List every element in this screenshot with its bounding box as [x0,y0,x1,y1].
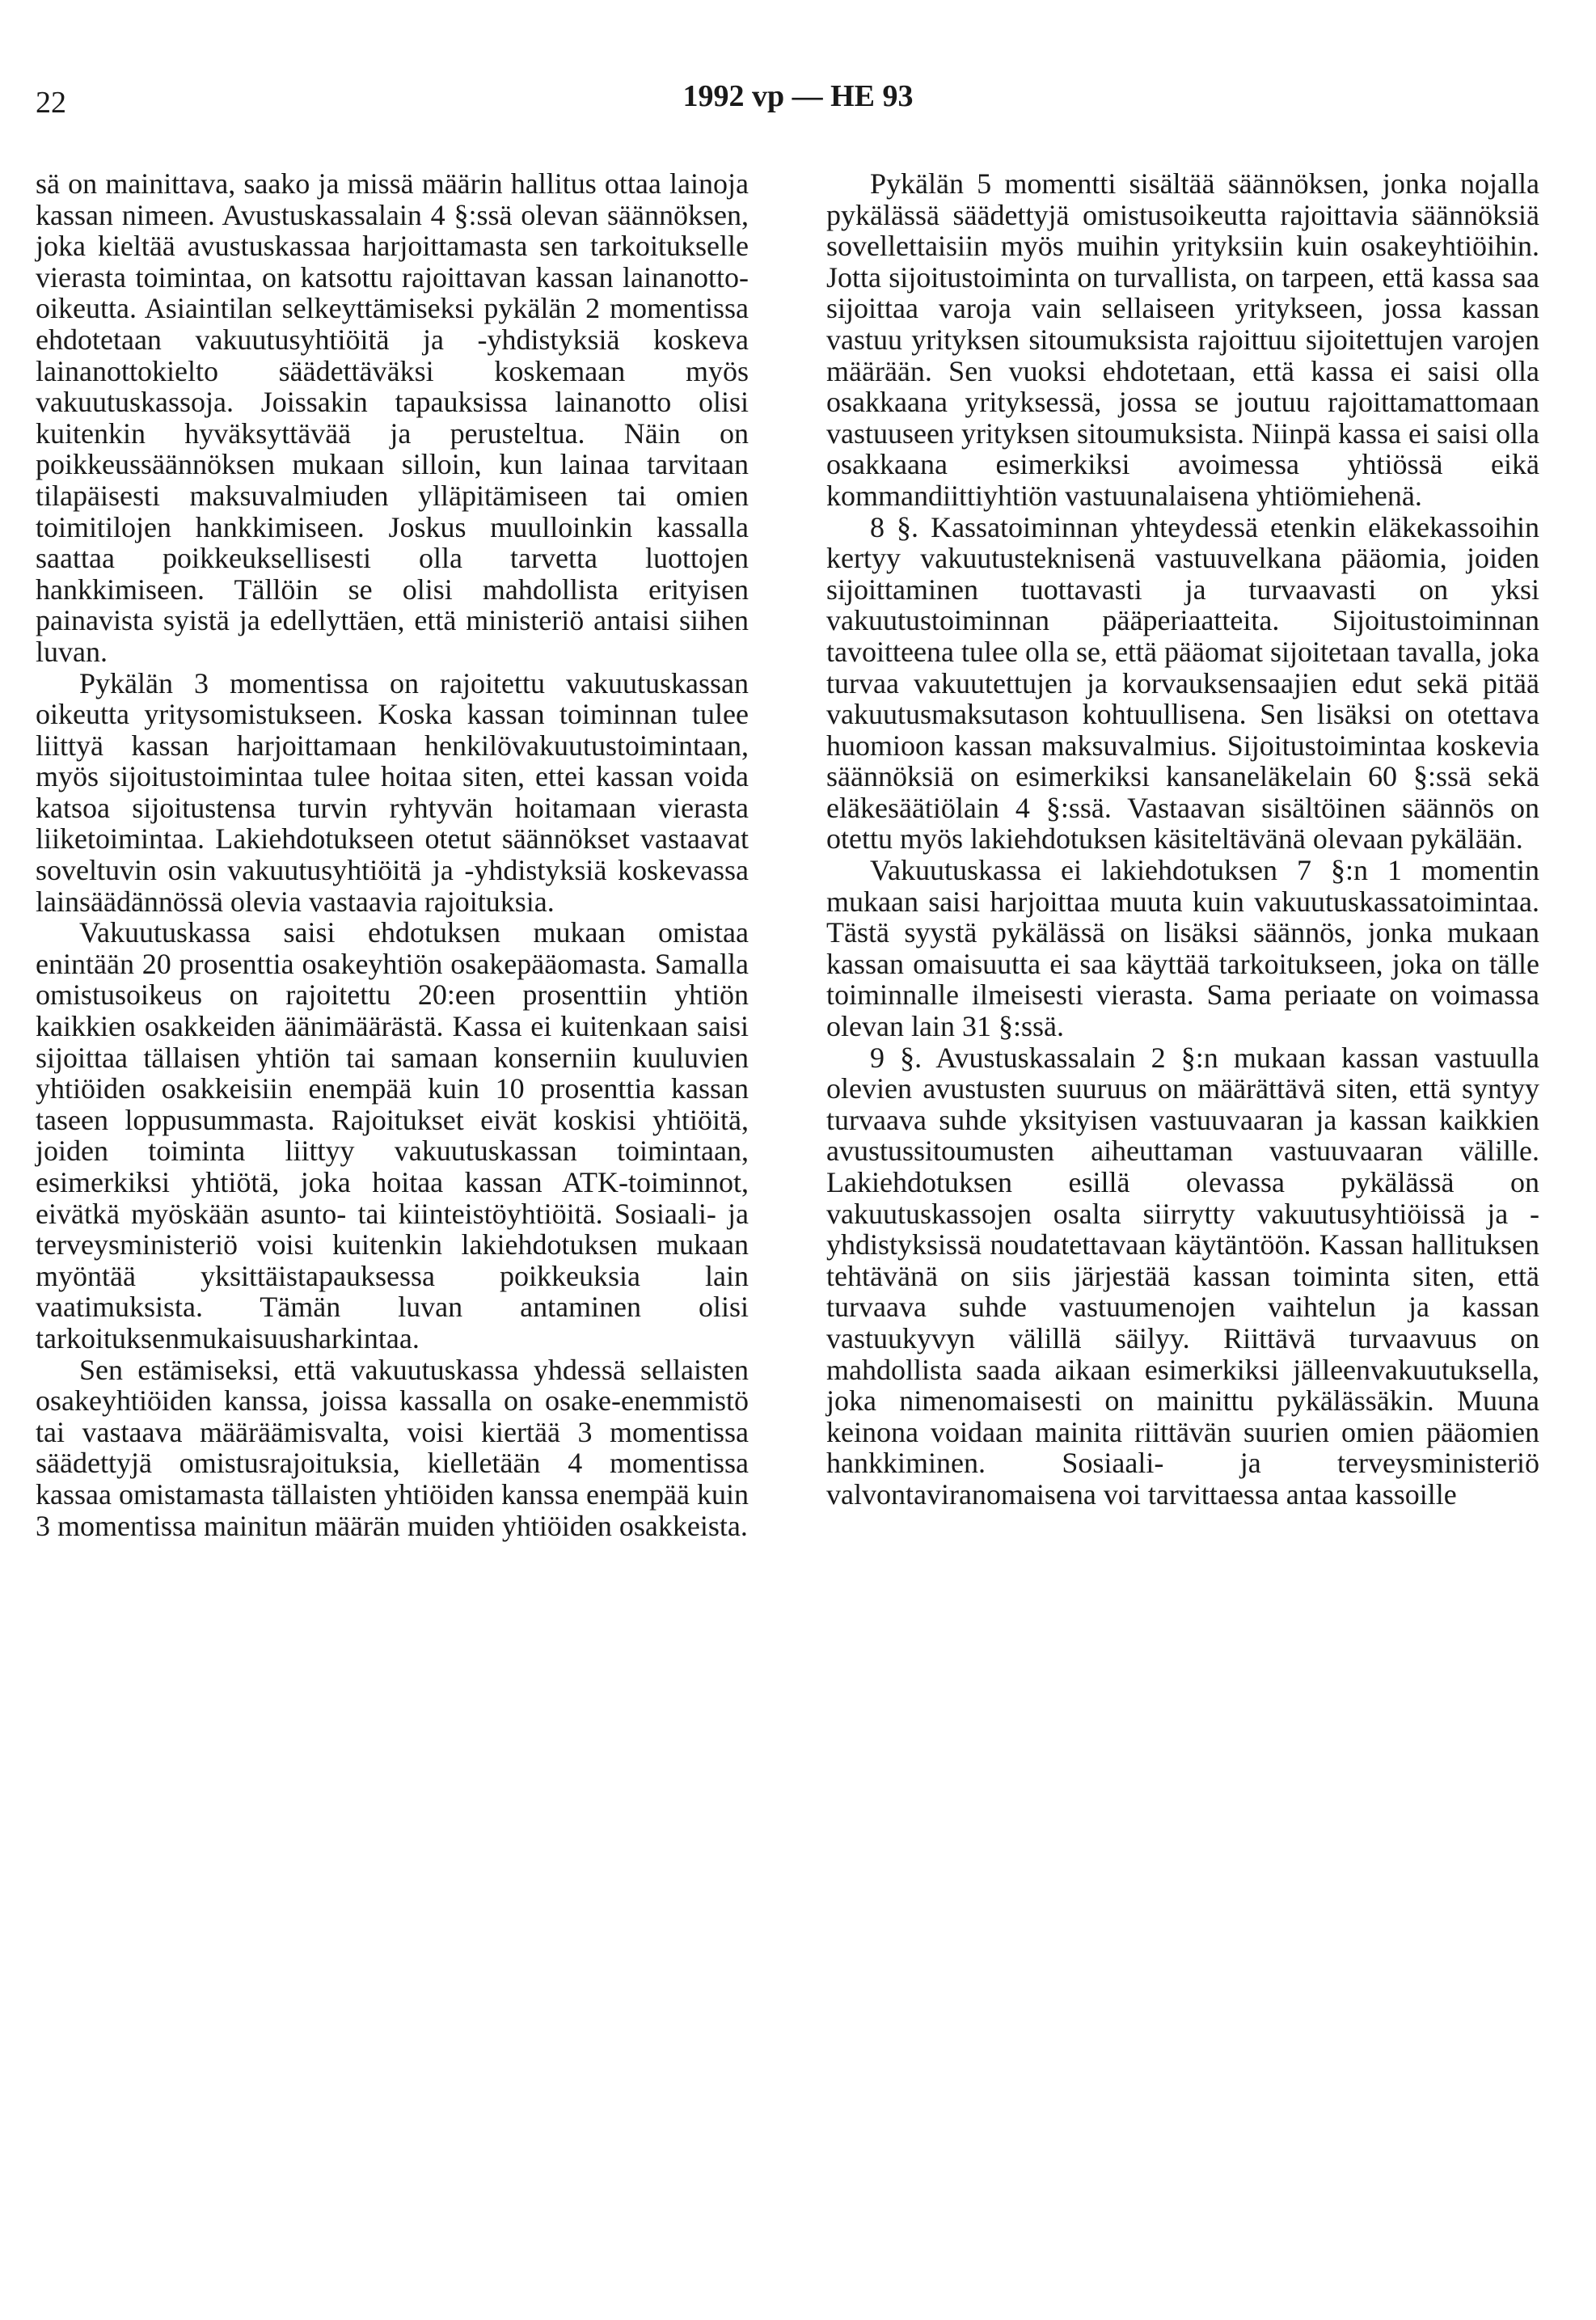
paragraph: 8 §. Kassatoiminnan yhteydessä etenkin eläkekassoihin kertyy vakuutusteknisenä vastuuvelkana pääomia, joiden sijoittaminen tuottavasti ja turvaavasti on yksi vakuutustoiminnan pääperiaatteita. Sijoitustoiminnan tavoitteena tulee olla se, että pääomat sijoitetaan tavalla, joka turvaa vakuutettujen ja korvauksensaajien edut sekä pitää vakuutusmaksutason kohtuullisena. Sen lisäksi on otettava huomioon kassan maksuvalmius. Sijoitustoimintaa koskevia säännöksiä on esimerkiksi kansaneläkelain 60 §:ssä sekä eläkesäätiölain 4 §:ssä. Vastaavan sisältöinen säännös on otettu myös lakiehdotuksen käsiteltävänä olevaan pykälään. [826,510,1539,856]
paragraph: Pykälän 5 momentti sisältää säännöksen, jonka nojalla pykälässä säädettyjä omistusoikeutta rajoittavia säännöksiä sovellettaisiin myös muihin yrityksiin kuin osakeyhtiöihin. Jotta sijoitustoiminta on turvallista, on tarpeen, että kassa saa sijoittaa varoja vain sellaiseen yritykseen, jossa kassan vastuu yrityksen sitoumuksista rajoittuu sijoitettujen varojen määrään. Sen vuoksi ehdotetaan, että kassa ei saisi olla osakkaana yrityksessä, jossa se joutuu rajoittamattomaan vastuuseen yrityksen sitoumuksista. Niinpä kassa ei saisi olla osakkaana esimerkiksi avoimessa yhtiössä eikä kommandiittiyhtiön vastuunalaisena yhtiömiehenä. [826,167,1539,512]
paragraph: sä on mainittava, saako ja missä määrin hallitus ottaa lainoja kassan nimeen. Avustuskassalain 4 §:ssä olevan säännöksen, joka kieltää avustuskassaa harjoittamasta sen tarkoitukselle vierasta toimintaa, on katsottu rajoittavan kassan lainanotto-oikeutta. Asiaintilan selkeyttämiseksi pykälän 2 momentissa ehdotetaan vakuutusyhtiöitä ja -yhdistyksiä koskeva lainanottokielto säädettäväksi koskemaan myös vakuutuskassoja. Joissakin tapauksissa lainanotto olisi kuitenkin hyväksyttävää ja perusteltua. Näin on poikkeussäännöksen mukaan silloin, kun lainaa tarvitaan tilapäisesti maksuvalmiuden ylläpitämiseen tai omien toimitilojen hankkimiseen. Joskus muulloinkin kassalla saattaa poikkeuksellisesti olla tarvetta luottojen hankkimiseen. Tällöin se olisi mahdollista erityisen painavista syistä ja edellyttäen, että ministeriö antaisi siihen luvan. [36,167,749,668]
right-column [826,168,1539,1511]
paragraph: 9 §. Avustuskassalain 2 §:n mukaan kassan vastuulla olevien avustusten suuruus on määrättävä siten, että syntyy turvaava suhde yksityisen vastuuvaaran ja kassan kaikkien avustussitoumusten aiheuttaman vastuuvaaran välille. Lakiehdotuksen esillä olevassa pykälässä on vakuutuskassojen osalta siirrytty vakuutusyhtiöissä ja -yhdistyksissä noudatettavaan käytäntöön. Kassan hallituksen tehtävänä on siis järjestää kassan toiminta siten, että turvaava suhde vastuumenojen vaihtelun ja kassan vastuukyvyn välillä säilyy. Riittävä turvaavuus on mahdollista saada aikaan esimerkiksi jälleenvakuutuksella, joka nimenomaisesti on mainittu pykälässäkin. Muuna keinona voidaan mainita riittävän suurien omien pääomien hankkiminen. Sosiaali- ja terveysministeriö valvontaviranomaisena voi tarvittaessa antaa kassoille [826,1041,1539,1511]
running-head: 1992 vp — HE 93 [682,79,914,113]
left-column [36,168,749,1541]
paragraph: Pykälän 3 momentissa on rajoitettu vakuutuskassan oikeutta yritysomistukseen. Koska kassan toiminnan tulee liittyä kassan harjoittamaan henkilövakuutustoimintaan, myös sijoitustoimintaa tulee hoitaa siten, ettei kassan voida katsoa sijoitustensa turvin ryhtyvän hoitamaan vierasta liiketoimintaa. Lakiehdotukseen otetut säännökset vastaavat soveltuvin osin vakuutusyhtiöitä ja -yhdistyksiä koskevassa lainsäädännössä olevia vastaavia rajoituksia. [36,666,749,918]
paragraph: Sen estämiseksi, että vakuutuskassa yhdessä sellaisten osakeyhtiöiden kanssa, joissa kassalla on osake-enemmistö tai vastaava määräämisvalta, voisi kiertää 3 momentissa säädettyjä omistusrajoituksia, kielletään 4 momentissa kassaa omistamasta tällaisten yhtiöiden kanssa enempää kuin 3 momentissa mainitun määrän muiden yhtiöiden osakkeista. [36,1353,749,1542]
page-number: 22 [36,86,66,120]
paragraph: Vakuutuskassa ei lakiehdotuksen 7 §:n 1 momentin mukaan saisi harjoittaa muuta kuin vakuutuskassatoimintaa. Tästä syystä pykälässä on lisäksi säännös, jonka mukaan kassan omaisuutta ei saa käyttää tarkoitukseen, joka on tälle toiminnalle ilmeisesti vierasta. Sama periaate on voimassa olevan lain 31 §:ssä. [826,854,1539,1043]
paragraph: Vakuutuskassa saisi ehdotuksen mukaan omistaa enintään 20 prosenttia osakeyhtiön osakepääomasta. Samalla omistusoikeus on rajoitettu 20:een prosenttiin yhtiön kaikkien osakkeiden äänimäärästä. Kassa ei kuitenkaan saisi sijoittaa tällaisen yhtiön tai samaan konserniin kuuluvien yhtiöiden osakkeisiin enempää kuin 10 prosenttia kassan taseen loppusummasta. Rajoitukset eivät koskisi yhtiöitä, joiden toiminta liittyy vakuutuskassan toimintaan, esimerkiksi yhtiötä, joka hoitaa kassan ATK-toiminnot, eivätkä myöskään asunto- tai kiinteistöyhtiöitä. Sosiaali- ja terveysministeriö voisi kuitenkin lakiehdotuksen mukaan myöntää yksittäistapauksessa poikkeuksia lain vaatimuksista. Tämän luvan antaminen olisi tarkoituksenmukaisuusharkintaa. [36,916,749,1354]
